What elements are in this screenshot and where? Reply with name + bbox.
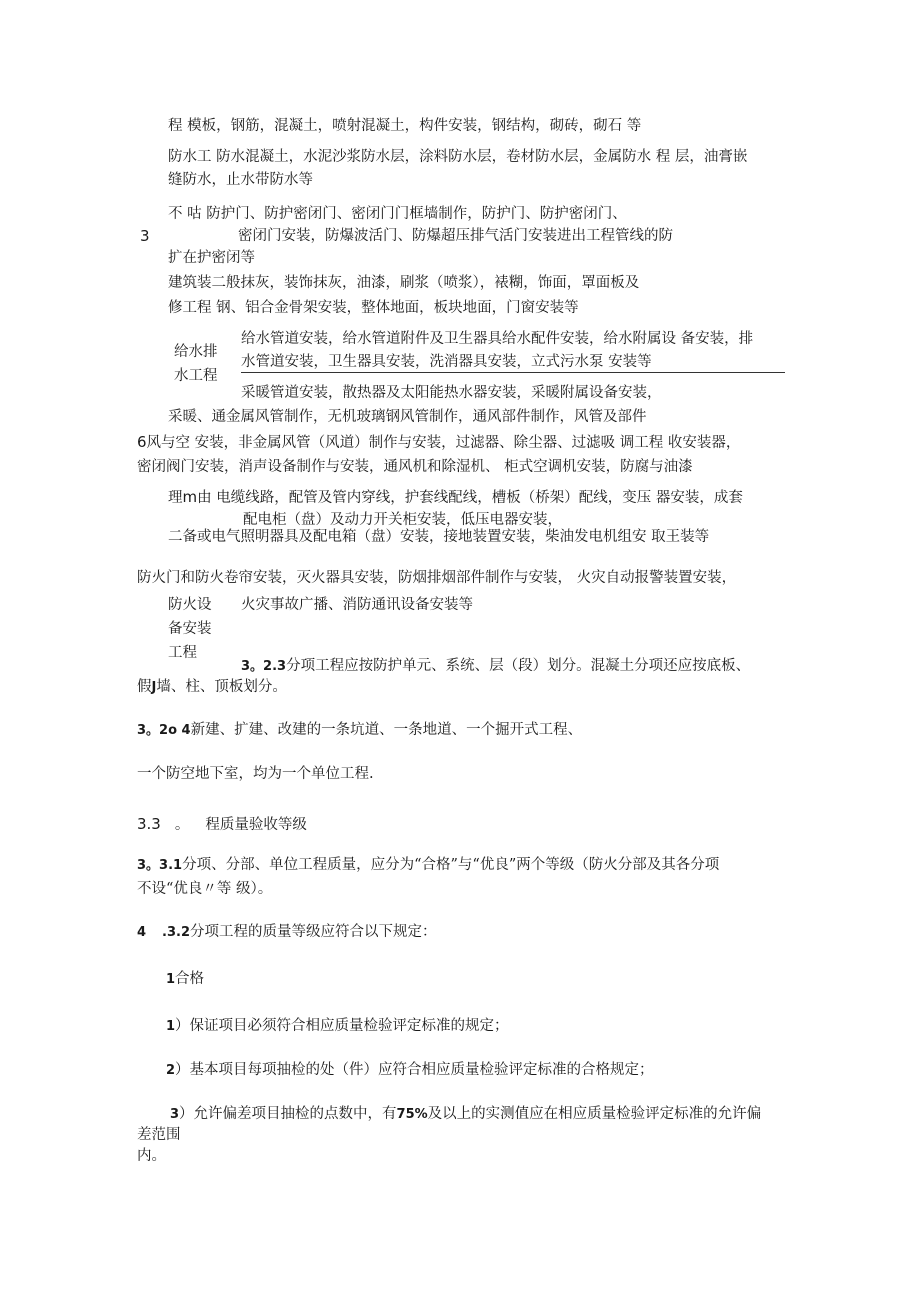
clause-3-2-4-cont: 一个防空地下室，均为一个单位工程. — [137, 766, 374, 782]
list-item-1: 1）保证项目必须符合相应质量检验评定标准的规定； — [166, 1018, 509, 1034]
clause-3-2-4: 3。2o 4新建、扩建、改建的一条坑道、一条地道、一个掘开式工程、 — [137, 722, 583, 738]
section-number: 3.3 — [137, 815, 161, 833]
row-hvac-number: 6 — [137, 433, 147, 451]
row-fire-2: 火灾事故广播、消防通讯设备安装等 — [241, 597, 473, 613]
row-plumbing-label-2: 水工程 — [174, 368, 218, 384]
row-fire-1: 防火门和防火卷帘安装，灭火器具安装，防烟排烟部件制作与安装， 火灾自动报警装置安装， — [137, 570, 737, 586]
clause-3-3-2: 4 .3.2分项工程的质量等级应符合以下规定： — [137, 924, 437, 940]
list-item-3-end: 内。 — [137, 1148, 166, 1164]
row-plumbing-2: 水管道安装，卫生器具安装，洗消器具安装，立式污水泵 安装等 — [241, 354, 652, 370]
row-protection-3: 扩在护密闭等 — [168, 250, 255, 266]
row-electric-1: 理m由 电缆线路，配管及管内穿线，护套线配线，槽板（桥架）配线，变压 器安装，成套 — [168, 488, 743, 506]
list-item-2: 2）基本项目每项抽检的处（件）应符合相应质量检验评定标准的合格规定； — [166, 1062, 654, 1078]
list-item-3-cont: 差范围 — [137, 1127, 181, 1143]
subheading-qualified: 1合格 — [166, 971, 205, 987]
row-protection-1: 不 咕 防护门、防护密闭门、密闭门门框墙制作，防护门、防护密闭门、 — [168, 206, 627, 222]
row-decoration-1: 建筑装二般抹灰，装饰抹灰，油漆，刷浆（喷浆），裱糊，饰面，罩面板及 — [168, 275, 640, 291]
row-fire-label-3: 工程 — [168, 645, 197, 661]
row-decoration-2: 修工程 钢、铝合金骨架安装，整体地面，板块地面，门窗安装等 — [168, 300, 579, 316]
row-structure: 程 模板，钢筋，混凝土，喷射混凝土，构件安装，钢结构，砌砖，砌石 等 — [168, 118, 642, 134]
table-rule — [241, 372, 785, 373]
row-electric-3: 二备或电气照明器具及配电箱（盘）安装，接地装置安装，柴油发电机组安 取王装等 — [168, 529, 710, 545]
row-protection-2: 密闭门安装，防爆波活门、防爆超压排气活门安装进出工程管线的防 — [238, 228, 673, 244]
clause-3-2-3-cont: 假J墙、柱、顶板划分。 — [137, 679, 287, 695]
row-hvac-3: 6风与空 安装，非金属风管（风道）制作与安装，过滤器、除尘器、过滤吸 调工程 收安装器， — [137, 433, 741, 451]
section-title: 程质量验收等级 — [205, 817, 307, 833]
row-hvac-4: 密闭阀门安装，消声设备制作与安装，通风机和除湿机、 柜式空调机安装，防腐与油漆 — [137, 459, 693, 475]
row-plumbing-1: 给水管道安装，给水管道附件及卫生器具给水配件安装，给水附属设 备安装，排 — [241, 331, 754, 347]
clause-3-3-1-cont: 不设“优良〃等 级）。 — [137, 881, 273, 897]
row-fire-label-2: 备安装 — [168, 621, 212, 637]
row-electric-2: 配电柜（盘）及动力开关柜安装，低压电器安装， — [243, 512, 562, 528]
row-protection-number: 3 — [140, 227, 150, 245]
row-waterproof-1: 防水工 防水混凝土，水泥沙浆防水层，涂料防水层，卷材防水层，金属防水 程 层，油膏嵌 — [168, 149, 748, 165]
clause-3-3-1: 3。3.1分项、分部、单位工程质量，应分为“合格”与“优良”两个等级（防火分部及其各分项 — [137, 857, 720, 873]
list-item-3: 3）允许偏差项目抽检的点数中，有75%及以上的实测值应在相应质量检验评定标准的允许偏 — [170, 1106, 762, 1122]
clause-3-2-3: 3。2.3分项工程应按防护单元、系统、层（段）划分。混凝土分项还应按底板、 — [241, 658, 751, 674]
row-plumbing-label-1: 给水排 — [174, 344, 218, 360]
row-fire-label-1: 防火设 — [168, 597, 212, 613]
section-heading-3-3: 3.3 。 程质量验收等级 — [137, 815, 307, 833]
row-hvac-1: 采暖管道安装，散热器及太阳能热水器安装，采暖附属设备安装， — [241, 385, 662, 401]
row-waterproof-2: 缝防水，止水带防水等 — [168, 172, 313, 188]
row-hvac-2: 采暖、通金属风管制作，无机玻璃钢风管制作，通风部件制作，风管及部件 — [168, 409, 647, 425]
